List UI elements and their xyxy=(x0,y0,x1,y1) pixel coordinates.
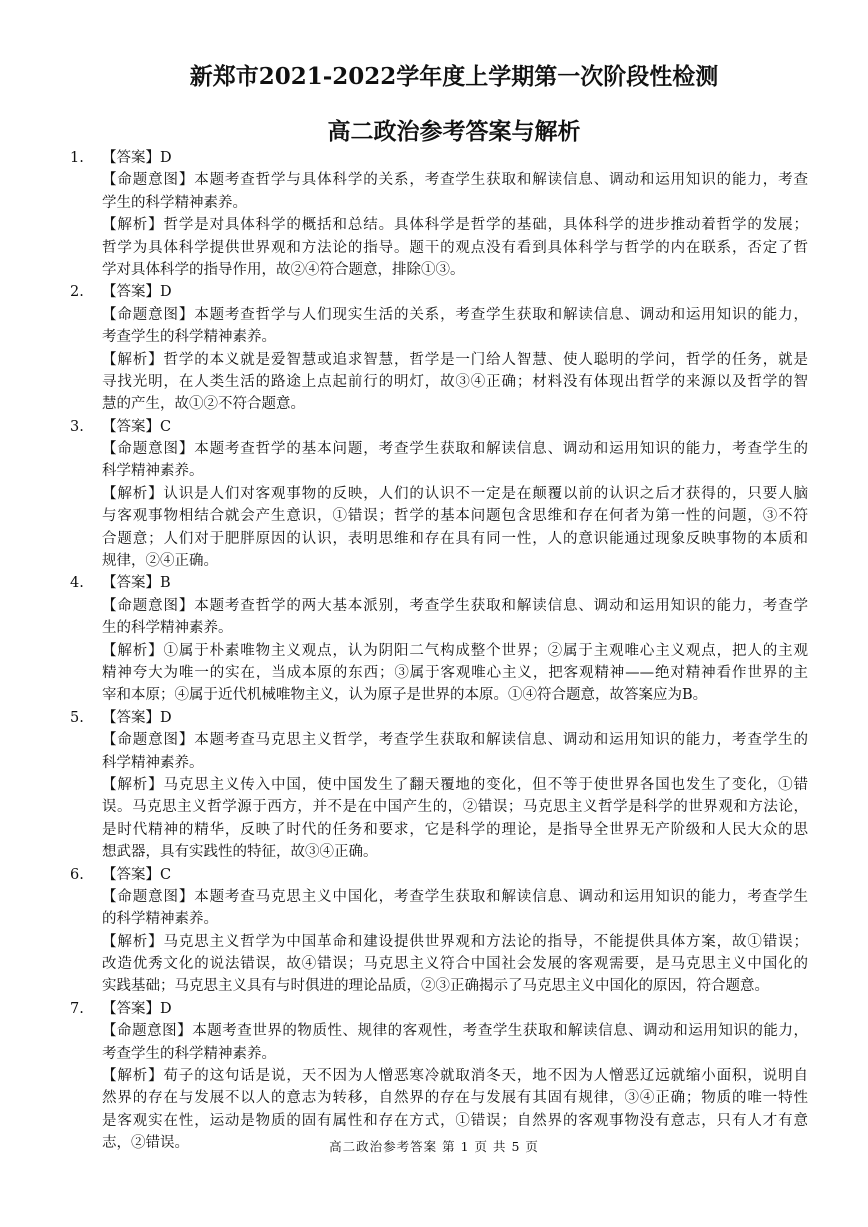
explanation-line: 合题意；人们对于肥胖原因的认识，表明思维和存在具有同一性，人的意识能通过现象反映事物的本质和 xyxy=(102,530,808,547)
answer-body xyxy=(102,707,808,864)
explanation-line: 科学精神素养。 xyxy=(102,463,204,480)
explanation-line: 然界的存在与发展不以人的意志为转移，自然界的存在与发展有其固有规律，③④正确；物质的唯一特性 xyxy=(102,1090,808,1107)
explanation-line: 科学精神素养。 xyxy=(102,754,204,771)
answer-item xyxy=(70,147,808,281)
document-title: 新郑市2021-2022学年度上学期第一次阶段性检测 xyxy=(189,63,719,90)
question-number: 3. xyxy=(70,418,84,435)
answer-key-line: 【答案】D xyxy=(102,150,172,166)
page-footer: 高二政治参考答案 第 1 页 共 5 页 xyxy=(329,1139,539,1154)
answer-item xyxy=(70,572,808,706)
explanation-line: 【解析】哲学的本义就是爱智慧或追求智慧，哲学是一门给人智慧、使人聪明的学问，哲学的任务，就是 xyxy=(102,351,808,368)
explanation-line: 【命题意图】本题考查马克思主义哲学，考查学生获取和解读信息、调动和运用知识的能力，考查学生的 xyxy=(102,732,808,749)
explanation-line: 慧的产生，故①②不符合题意。 xyxy=(102,396,305,413)
answer-body xyxy=(102,572,808,706)
answer-key-line: 【答案】D xyxy=(102,1000,172,1017)
explanation-line: 【解析】哲学是对具体科学的概括和总结。具体科学是哲学的基础，具体科学的进步推动着哲学的发展； xyxy=(102,217,808,234)
explanation-line: 的科学精神素养。 xyxy=(102,911,218,928)
explanation-line: 改造优秀文化的说法错误，故④错误；马克思主义符合中国社会发展的客观需要，是马克思主义中国化的 xyxy=(102,956,808,973)
explanation-line: 【解析】马克思主义哲学为中国革命和建设提供世界观和方法论的指导，不能提供具体方案，故①错误； xyxy=(102,933,808,950)
explanation-line: 规律，②④正确。 xyxy=(102,553,218,570)
answer-list xyxy=(70,147,808,1155)
explanation-line: 【命题意图】本题考查世界的物质性、规律的客观性，考查学生获取和解读信息、调动和运用知识的能力， xyxy=(102,1023,808,1040)
explanation-line: 是时代精神的精华，反映了时代的任务和要求，它是科学的理论，是指导全世界无产阶级和人民大众的思 xyxy=(102,821,808,838)
explanation-line: 【解析】认识是人们对客观事物的反映，人们的认识不一定是在颠覆以前的认识之后才获得的，只要人脑 xyxy=(102,485,808,502)
answer-item xyxy=(70,998,808,1155)
explanation-line: 生的科学精神素养。 xyxy=(102,620,233,637)
answer-key-line: 【答案】B xyxy=(102,575,171,592)
explanation-line: 【解析】①属于朴素唯物主义观点，认为阴阳二气构成整个世界；②属于主观唯心主义观点，把人的主观 xyxy=(102,642,808,659)
explanation-line: 【命题意图】本题考查马克思主义中国化，考查学生获取和解读信息、调动和运用知识的能力，考查学生 xyxy=(102,888,808,905)
answer-body xyxy=(102,998,808,1155)
explanation-line: 【解析】马克思主义传入中国，使中国发生了翻天覆地的变化，但不等于使世界各国也发生了变化，①错 xyxy=(102,776,808,793)
question-number: 7. xyxy=(70,1000,84,1017)
explanation-line: 【命题意图】本题考查哲学与人们现实生活的关系，考查学生获取和解读信息、调动和运用知识的能力， xyxy=(102,306,808,323)
answer-key-line: 【答案】C xyxy=(102,418,172,435)
document-subtitle: 高二政治参考答案与解析 xyxy=(327,118,581,145)
explanation-line: 【命题意图】本题考查哲学与具体科学的关系，考查学生获取和解读信息、调动和运用知识的能力，考查 xyxy=(102,172,808,189)
explanation-line: 志，②错误。 xyxy=(102,1135,189,1152)
explanation-line: 误。马克思主义哲学源于西方，并不是在中国产生的，②错误；马克思主义哲学是科学的世界观和方法论， xyxy=(102,799,808,816)
question-number: 2. xyxy=(70,284,84,301)
explanation-line: 【命题意图】本题考查哲学的两大基本派别，考查学生获取和解读信息、调动和运用知识的能力，考查学 xyxy=(102,597,808,614)
explanation-line: 宰和本原；④属于近代机械唯物主义，认为原子是世界的本原。①④符合题意，故答案应为B。 xyxy=(102,687,708,704)
question-number: 6. xyxy=(70,866,84,883)
answer-item xyxy=(70,416,808,573)
explanation-line: 想武器，具有实践性的特征，故③④正确。 xyxy=(102,844,378,861)
answer-item xyxy=(70,281,808,415)
answer-key-line: 【答案】C xyxy=(102,866,172,883)
question-number: 5. xyxy=(70,709,84,726)
explanation-line: 学对具体科学的指导作用，故②④符合题意，排除①③。 xyxy=(102,261,465,278)
answer-body xyxy=(102,147,808,281)
explanation-line: 精神夸大为唯一的实在，当成本原的东西；③属于客观唯心主义，把客观精神——绝对精神看作世界的主 xyxy=(102,664,808,681)
question-number: 1. xyxy=(70,150,84,166)
explanation-line: 考查学生的科学精神素养。 xyxy=(102,1045,276,1062)
answer-body xyxy=(102,416,808,573)
answer-item xyxy=(70,707,808,864)
answer-item xyxy=(70,864,808,998)
explanation-line: 学生的科学精神素养。 xyxy=(102,194,247,211)
answer-key-line: 【答案】D xyxy=(102,709,172,726)
question-number: 4. xyxy=(70,575,84,592)
explanation-line: 与客观事物相结合就会产生意识，①错误；哲学的基本问题包含思维和存在何者为第一性的问题，③不符 xyxy=(102,508,808,525)
explanation-line: 【命题意图】本题考查哲学的基本问题，考查学生获取和解读信息、调动和运用知识的能力，考查学生的 xyxy=(102,441,808,458)
explanation-line: 考查学生的科学精神素养。 xyxy=(102,329,276,346)
explanation-line: 实践基础；马克思主义具有与时俱进的理论品质，②③正确揭示了马克思主义中国化的原因，符合题意。 xyxy=(102,978,769,995)
answer-key-line: 【答案】D xyxy=(102,284,172,301)
answer-body xyxy=(102,864,808,998)
explanation-line: 哲学为具体科学提供世界观和方法论的指导。题干的观点没有看到具体科学与哲学的内在联系，否定了哲 xyxy=(102,239,808,256)
explanation-line: 【解析】荀子的这句话是说，天不因为人憎恶寒冷就取消冬天，地不因为人憎恶辽远就缩小面积，说明自 xyxy=(102,1068,808,1085)
explanation-line: 寻找光明，在人类生活的路途上点起前行的明灯，故③④正确；材料没有体现出哲学的来源以及哲学的智 xyxy=(102,373,808,390)
answer-body xyxy=(102,281,808,415)
explanation-line: 是客观实在性，运动是物质的固有属性和存在方式，①错误；自然界的客观事物没有意志，只有人才有意 xyxy=(102,1112,808,1129)
